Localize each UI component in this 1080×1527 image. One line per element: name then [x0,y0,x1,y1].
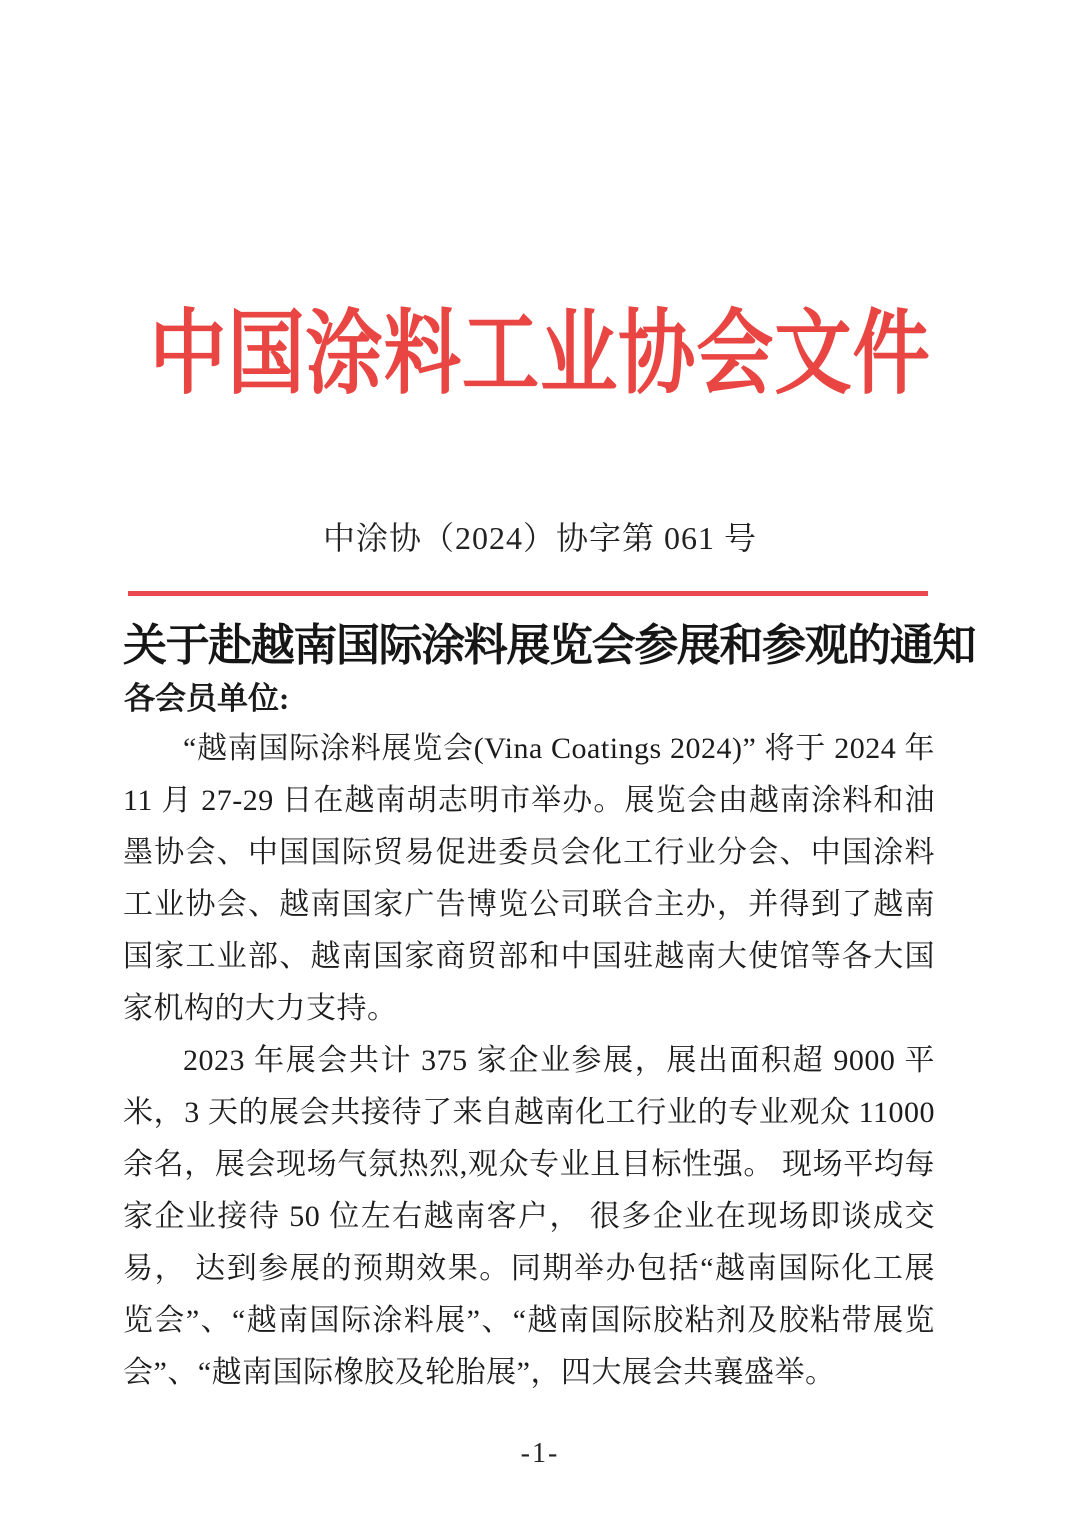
document-number: 中涂协（2024）协字第 061 号 [322,520,757,556]
page-number: -1- [520,1438,560,1469]
salutation: 各会员单位: [124,681,290,716]
document-body [123,723,935,1399]
document-title: 关于赴越南国际涂料展览会参展和参观的通知 [123,621,975,670]
letterhead-divider-rule [128,591,928,596]
body-paragraph: “越南国际涂料展览会(Vina Coatings 2024)” 将于 2024 年 11 月 27-29 日在越南胡志明市举办。展览会由越南涂料和油墨协会、中国国际贸易促进委员会化工行业分会、中国涂料工业协会、越南国家广告博览公司联合主办，并得到了越南国家工业部、越南国家商贸部和中国驻越南大使馆等各大国家机构的大力支持。 [123,732,935,1025]
body-paragraph: 2023 年展会共计 375 家企业参展，展出面积超 9000 平米，3 天的展会共接待了来自越南化工行业的专业观众 11000 余名，展会现场气氛热烈,观众专业且目标性强。 现场平均每家企业接待 50 位左右越南客户， 很多企业在现场即谈成交易， 达到参展的预期效果。同期举办包括“越南国际化工展览会”、“越南国际涂料展”、“越南国际胶粘剂及胶粘带展览会”、“越南国际橡胶及轮胎展”，四大展会共襄盛举。 [123,1044,935,1389]
letterhead-title: 中国涂料工业协会文件 [149,303,931,405]
